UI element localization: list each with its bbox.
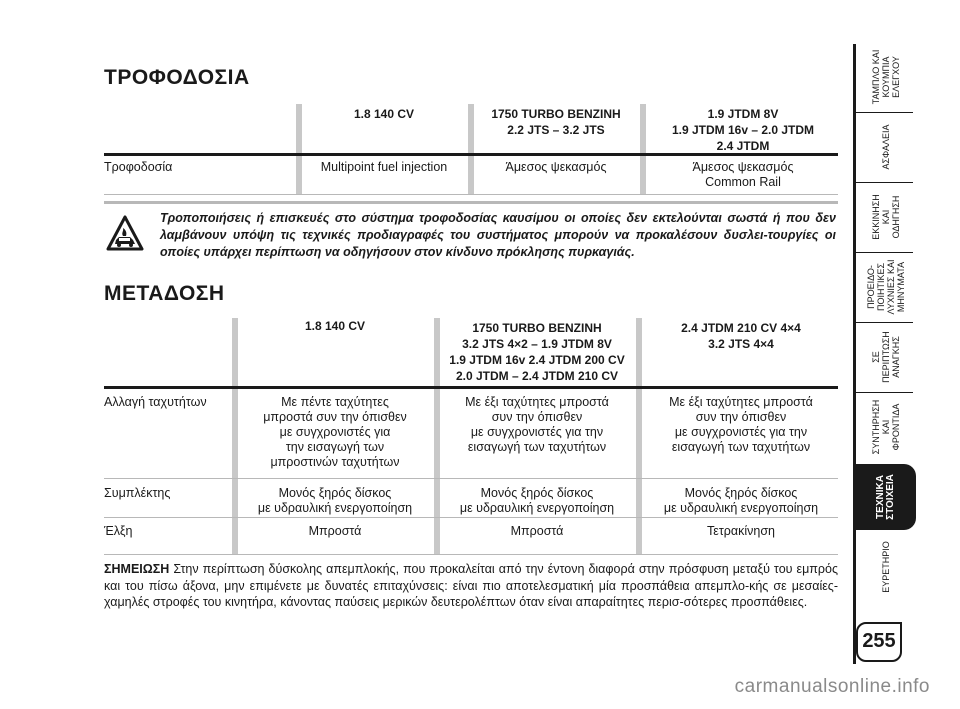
trans-col-header-2: 1750 TURBO BENZINH 3.2 JTS 4×2 – 1.9 JTDM 8V 1.9 JTDM 16v 2.4 JTDM 200 CV 2.0 JTDM – 2.4 JTDM 210 CV [449,321,625,383]
trans-cell: Μπροστά [308,524,362,538]
sidebar-tab-starting-driving[interactable]: ΕΚΚΙΝΗΣΗ ΚΑΙ ΟΔΗΓΗΣΗ [853,184,916,250]
column-divider [636,318,642,554]
note-paragraph [104,561,838,611]
trans-row-label-clutch: Συμπλέκτης [104,486,171,500]
trans-cell: Τετρακίνηση [706,524,775,538]
trans-col-header-3: 2.4 JTDM 210 CV 4×4 3.2 JTS 4×4 [681,321,801,351]
trans-row-label-drive: Έλξη [104,524,133,538]
fuel-cell-1: Multipoint fuel injection [320,160,448,174]
sidebar-divider [856,392,913,393]
column-divider [640,104,646,194]
trans-cell: Μονός ξηρός δίσκος με υδραυλική ενεργοποίηση [257,486,413,515]
table-rule [104,194,838,195]
sidebar-divider [856,112,913,113]
note-text: Στην περίπτωση δύσκολης απεμπλοκής, που προκαλείται από την έντονη διαφορά στην πρόσφυση μεταξύ του εμπρός και του πίσω άξονα, μην επιμένετε με δυνατές επιταχύνσεις: είναι πιο αποτελεσματική μία προσπάθεια απεμπλο-κής σε μεσαίες-χαμηλές στροφές του κινητήρα, κάνοντας παύσεις μερικών δευτερολέπτων όταν είναι απαραίτητες περισ-σότερες προσπάθειες. [104,562,838,609]
warning-text: Τροποποιήσεις ή επισκευές στο σύστημα τροφοδοσίας καυσίμου οι οποίες δεν εκτελούνται σωστά ή που δεν λαμβάνουν υπόψη τις τεχνικές προδιαγραφές του συστήματος μπορούν να προκαλέσουν δυσλει-τουργίες οι οποίες υπάρχει περίπτωση να οδηγήσουν στον κίνδυνο πρόκλησης πυρκαγιάς. [160,211,836,259]
fire-hazard-car-icon [106,215,144,253]
sidebar-tab-technical-data[interactable]: ΤΕΧΝΙΚΑ ΣΤΟΙΧΕΙΑ [853,464,916,530]
trans-cell: Με πέντε ταχύτητες μπροστά συν την όπισθεν με συγχρονιστές για την εισαγωγή των μπροστινών ταχυτήτων [263,395,407,469]
table-rule [104,554,838,555]
page-number: 255 [856,622,902,662]
sidebar-divider [856,182,913,183]
table-rule [104,153,838,156]
trans-cell: Με έξι ταχύτητες μπροστά συν την όπισθεν με συγχρονιστές για την εισαγωγή των ταχυτήτων [465,395,609,454]
watermark-text: carmanualsonline.info [734,676,930,697]
sidebar-tab-emergency[interactable]: ΣΕ ΠΕΡΙΠΤΩΣΗ ΑΝΑΓΚΗΣ [853,324,916,390]
column-divider [468,104,474,194]
warning-box [104,201,838,261]
transmission-table [104,318,838,556]
section-title-fuel: ΤΡΟΦΟΔΟΣΙΑ [104,66,250,89]
sidebar-tab-index[interactable]: ΕΥΡΕΤΗΡΙΟ [853,534,916,600]
trans-cell: Με έξι ταχύτητες μπροστά συν την όπισθεν με συγχρονιστές για την εισαγωγή των ταχυτήτων [669,395,813,454]
sidebar-divider [856,252,913,253]
sidebar-tab-safety[interactable]: ΑΣΦΑΛΕΙΑ [853,114,916,180]
column-divider [296,104,302,194]
trans-row-label-gearbox: Αλλαγή ταχυτήτων [104,395,207,409]
column-divider [232,318,238,554]
sidebar-tab-dashboard[interactable]: ΤΑΜΠΛΟ ΚΑΙ ΚΟΥΜΠΙΑ ΕΛΕΓΧΟΥ [853,44,916,110]
warning-rule [104,201,838,204]
fuel-cell-3: Άμεσος ψεκασμός Common Rail [692,160,794,189]
fuel-col-header-1: 1.8 140 CV [353,107,415,121]
trans-cell: Μπροστά [510,524,564,538]
trans-cell: Μονός ξηρός δίσκος με υδραυλική ενεργοποίηση [663,486,819,515]
fuel-col-header-3: 1.9 JTDM 8V 1.9 JTDM 16v – 2.0 JTDM 2.4 JTDM [671,107,815,153]
fuel-cell-2: Άμεσος ψεκασμός [505,160,607,174]
trans-cell: Μονός ξηρός δίσκος με υδραυλική ενεργοποίηση [459,486,615,515]
chapter-sidebar [853,44,913,664]
fuel-col-header-2: 1750 TURBO BENZINH 2.2 JTS – 3.2 JTS [491,107,621,137]
sidebar-divider [856,322,913,323]
section-title-transmission: ΜΕΤΑΔΟΣΗ [104,282,225,305]
note-label: ΣΗΜΕΙΩΣΗ [104,562,170,576]
trans-col-header-1: 1.8 140 CV [304,319,366,333]
table-rule [104,478,838,479]
fuel-row-label: Τροφοδοσία [104,160,173,174]
table-rule [104,517,838,518]
sidebar-tab-warning-lights[interactable]: ΠΡΟΕΙΔΟ- ΠΟΙΗΤΙΚΕΣ ΛΥΧΝΙΕΣ ΚΑΙ ΜΗΝΥΜΑΤΑ [853,254,916,320]
column-divider [434,318,440,554]
fuel-table [104,104,838,196]
table-rule [104,386,838,389]
sidebar-tab-maintenance[interactable]: ΣΥΝΤΗΡΗΣΗ ΚΑΙ ΦΡΟΝΤΙΔΑ [853,394,916,460]
